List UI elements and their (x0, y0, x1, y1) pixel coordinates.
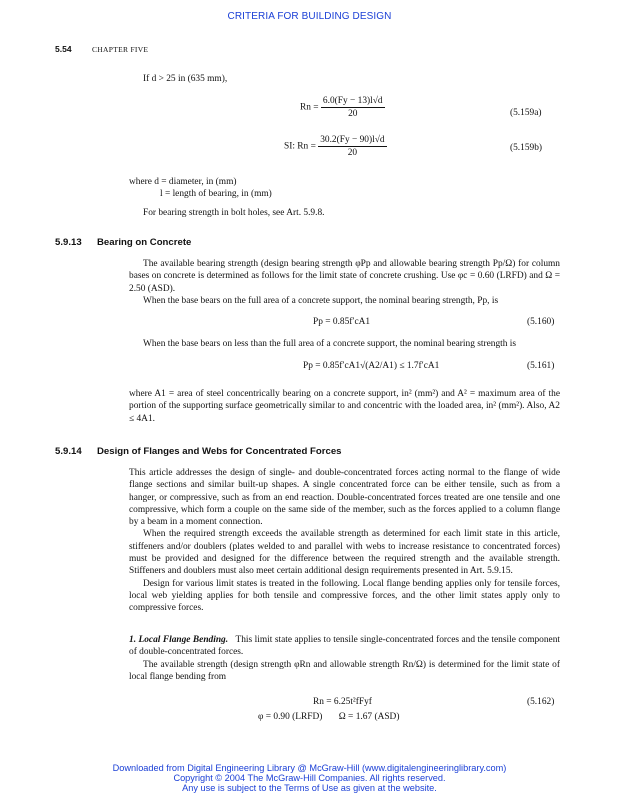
footer-terms-link[interactable]: Any use is subject to the Terms of Use as given at the website. (182, 783, 437, 793)
section-body (129, 467, 560, 615)
paragraph-text: When the required strength exceeds the available strength as determined for each limit state in this article, stiffeners and/or doublers (plates welded to and parallel with webs to increase resistance to concentrated forces) must be provided and designed for the difference between the required strength and the available strength. Stiffeners and doublers must also meet certain additional design requirements presented in Art. 5.9.15. (129, 529, 560, 577)
subsection-title: 1. Local Flange Bending. (129, 635, 229, 645)
paragraph-text: This limit state applies to tensile single-concentrated forces and the tensile component of double-concentrated forces. (129, 635, 561, 658)
equation-5-161: Pp = 0.85f′cA1√(A2/A1) ≤ 1.7f′cA1 (303, 361, 440, 371)
cross-reference-note: For bearing strength in bolt holes, see Art. 5.9.8. (143, 208, 325, 218)
equation-number: (5.161) (527, 361, 555, 371)
equation-number: (5.159a) (510, 108, 542, 118)
paragraph (129, 258, 560, 307)
section-title: Bearing on Concrete (97, 237, 192, 248)
paragraph-text: The available bearing strength (design bearing strength φPp and allowable bearing strength Pp/Ω) for column bases on concrete is determined as follows for the limit state of concrete crushing. Use φc = 0.60 (LRFD) and Ω = 2.50 (ASD). (129, 259, 560, 294)
where-definition: l = length of bearing, in (mm) (160, 189, 272, 199)
eq-lhs: SI: Rn = (284, 141, 316, 152)
equation-number: (5.160) (527, 317, 555, 327)
equation-5-159b (284, 135, 387, 158)
page-banner: CRITERIA FOR BUILDING DESIGN (227, 11, 392, 22)
equation-5-162: Rn = 6.25t²fFyf (313, 697, 372, 707)
condition-text: If d > 25 in (635 mm), (143, 74, 228, 84)
eq-fraction (321, 96, 385, 119)
paragraph-text: where A1 = area of steel concentrically bearing on a concrete support, in² (mm²) and A² = maximum area of the portion of the supporting surface geometrically similar to and concentric with the loaded area, in² (mm²). Also, A2 ≤ 4A1. (129, 389, 560, 424)
equation-number: (5.162) (527, 697, 555, 707)
footer-copyright: Copyright © 2004 The McGraw-Hill Companies. All rights reserved. (173, 773, 446, 783)
section-number: 5.9.14 (55, 446, 82, 457)
equation-number: (5.159b) (510, 143, 543, 153)
page-number: 5.54 (55, 44, 72, 54)
footer-download-link[interactable]: Downloaded from Digital Engineering Library @ McGraw-Hill (www.digitalengineeringlibrary.com) (112, 763, 507, 773)
chapter-label: CHAPTER FIVE (92, 45, 149, 54)
resistance-factors: φ = 0.90 (LRFD) Ω = 1.67 (ASD) (258, 712, 400, 722)
paragraph-text: When the base bears on the full area of a concrete support, the nominal bearing strength, Pp, is (143, 295, 499, 306)
paragraph-text: This article addresses the design of single- and double-concentrated forces acting normal to the flange of wide flange sections and similar built-up shapes. A single concentrated force can be either tensile, such as from a hanger, or compressive, such as from an end reaction. Double-concentrated forces treated are one tensile and one compressive, which form a couple on the same side of the member, such as the forces applied to a column flange by a beam in a moment connection. (129, 468, 560, 528)
eq-denominator: 20 (347, 148, 358, 158)
section-title: Design of Flanges and Webs for Concentrated Forces (97, 446, 342, 457)
paragraph-text: The available strength (design strength φRn and allowable strength Rn/Ω) is determined for the limit state of local flange bending from (129, 659, 560, 682)
equation-5-160: Pp = 0.85f′cA1 (313, 317, 371, 327)
eq-denominator: 20 (348, 109, 358, 119)
eq-numerator: 6.0(Fy − 13)l√d (322, 96, 383, 106)
paragraph-text: When the base bears on less than the full area of a concrete support, the nominal bearing strength is (143, 339, 517, 349)
eq-fraction (318, 135, 386, 158)
section-number: 5.9.13 (55, 237, 82, 248)
where-definition: where d = diameter, in (mm) (129, 177, 237, 187)
eq-numerator: 30.2(Fy − 90)l√d (320, 135, 385, 145)
subsection (129, 634, 560, 683)
eq-lhs: Rn = (300, 102, 319, 113)
equation-5-159a (300, 96, 385, 119)
paragraph-text: Design for various limit states is treated in the following. Local flange bending applies only for tensile forces, local web yielding applies for both tensile and compressive forces, and the other limit states apply only to compressive forces. (129, 578, 560, 614)
